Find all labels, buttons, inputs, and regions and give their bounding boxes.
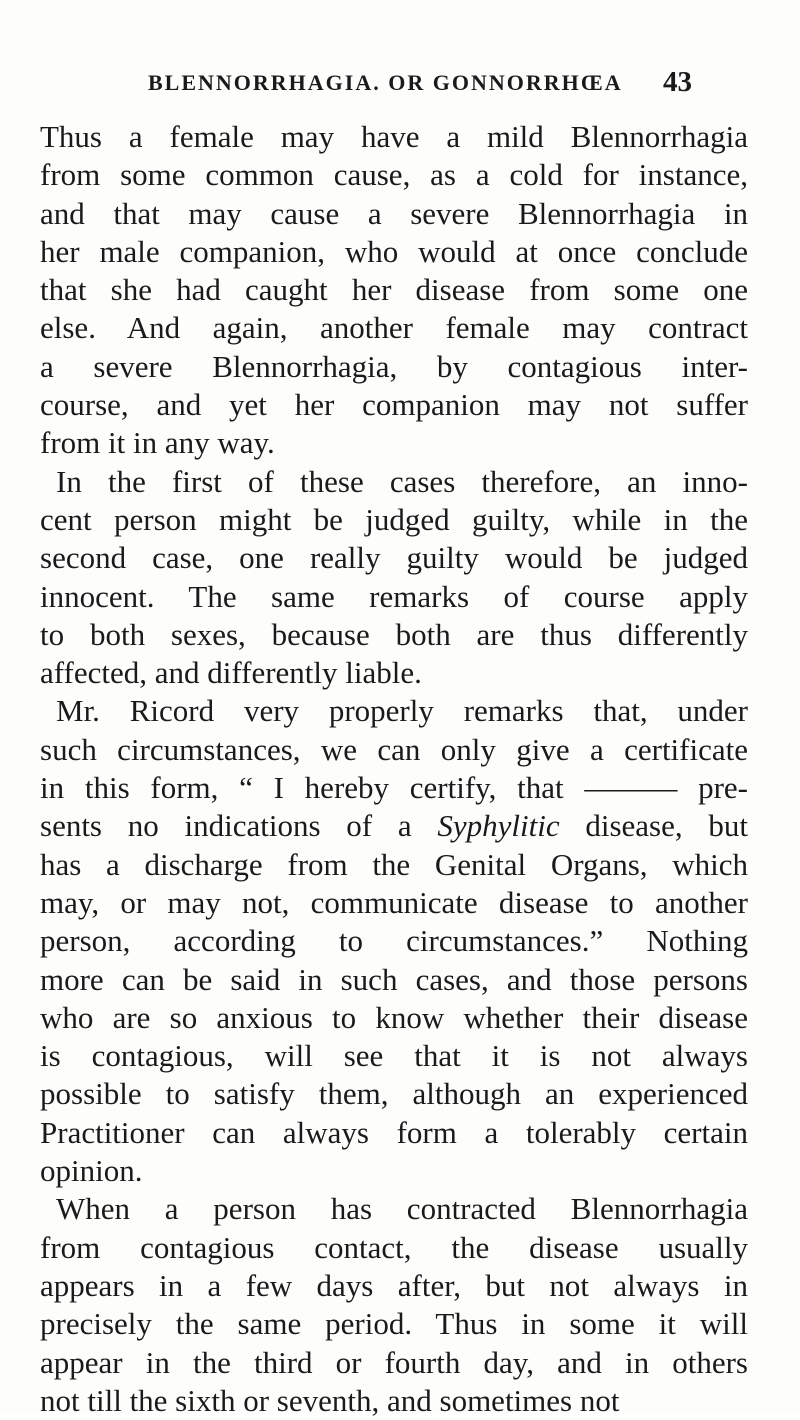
text-line: else. And again, another female may contract — [40, 310, 748, 346]
body-text — [40, 118, 748, 1420]
text-line: opinion. — [40, 1153, 143, 1189]
text-line: in this form, “ I hereby certify, that ——— pre- — [40, 770, 748, 806]
text-line: such circumstances, we can only give a certificate — [40, 731, 748, 767]
text-line: possible to satisfy them, although an experienced — [40, 1076, 748, 1112]
text-line-with-italic — [40, 807, 748, 845]
text-line: When a person has contracted Blennorrhagia — [56, 1191, 748, 1227]
text-line: cent person might be judged guilty, while in the — [40, 501, 748, 537]
text-line: Mr. Ricord very properly remarks that, under — [56, 693, 748, 729]
text-line: Thus a female may have a mild Blennorrhagia — [40, 119, 748, 154]
text-line: affected, and differently liable. — [40, 655, 422, 691]
paragraph-4 — [40, 1190, 748, 1420]
text-line-head: sents no indications of a — [40, 808, 412, 844]
page-number: 43 — [663, 66, 692, 98]
text-line: appear in the third or fourth day, and in others — [40, 1344, 748, 1380]
text-line: a severe Blennorrhagia, by contagious inter- — [40, 348, 748, 384]
text-line-tail: disease, but — [585, 808, 748, 844]
running-title: BLENNORRHAGIA. OR GONNORRHŒA — [148, 70, 623, 95]
text-line: has a discharge from the Genital Organs, which — [40, 846, 748, 882]
text-line: who are so anxious to know whether their disease — [40, 999, 748, 1035]
paragraph-3 — [40, 692, 748, 1190]
italic-term: Syphylitic — [437, 808, 560, 844]
text-line: precisely the same period. Thus in some it will — [40, 1306, 748, 1342]
text-line: person, according to circumstances.” Nothing — [40, 923, 748, 959]
text-line: her male companion, who would at once conclude — [40, 233, 748, 269]
text-line: is contagious, will see that it is not always — [40, 1038, 748, 1074]
text-line: appears in a few days after, but not always in — [40, 1267, 748, 1303]
running-head — [148, 66, 692, 100]
text-line: second case, one really guilty would be judged — [40, 540, 748, 576]
text-line: and that may cause a severe Blennorrhagia in — [40, 195, 748, 231]
text-line: from some common cause, as a cold for instance, — [40, 157, 748, 193]
text-line: to both sexes, because both are thus differently — [40, 616, 748, 652]
text-line: that she had caught her disease from some one — [40, 272, 748, 308]
text-line: from it in any way. — [40, 425, 275, 461]
text-line: innocent. The same remarks of course apply — [40, 578, 748, 614]
text-line: Practitioner can always form a tolerably certain — [40, 1114, 748, 1150]
text-line: not till the sixth or seventh, and sometimes not — [40, 1382, 620, 1418]
paragraph-2 — [40, 463, 748, 693]
text-line: from contagious contact, the disease usually — [40, 1229, 748, 1265]
text-line: more can be said in such cases, and those persons — [40, 961, 748, 997]
paragraph-1 — [40, 118, 748, 463]
text-line: course, and yet her companion may not suffer — [40, 387, 748, 423]
text-line: may, or may not, communicate disease to another — [40, 884, 748, 920]
text-line: In the first of these cases therefore, an inno- — [56, 463, 748, 499]
